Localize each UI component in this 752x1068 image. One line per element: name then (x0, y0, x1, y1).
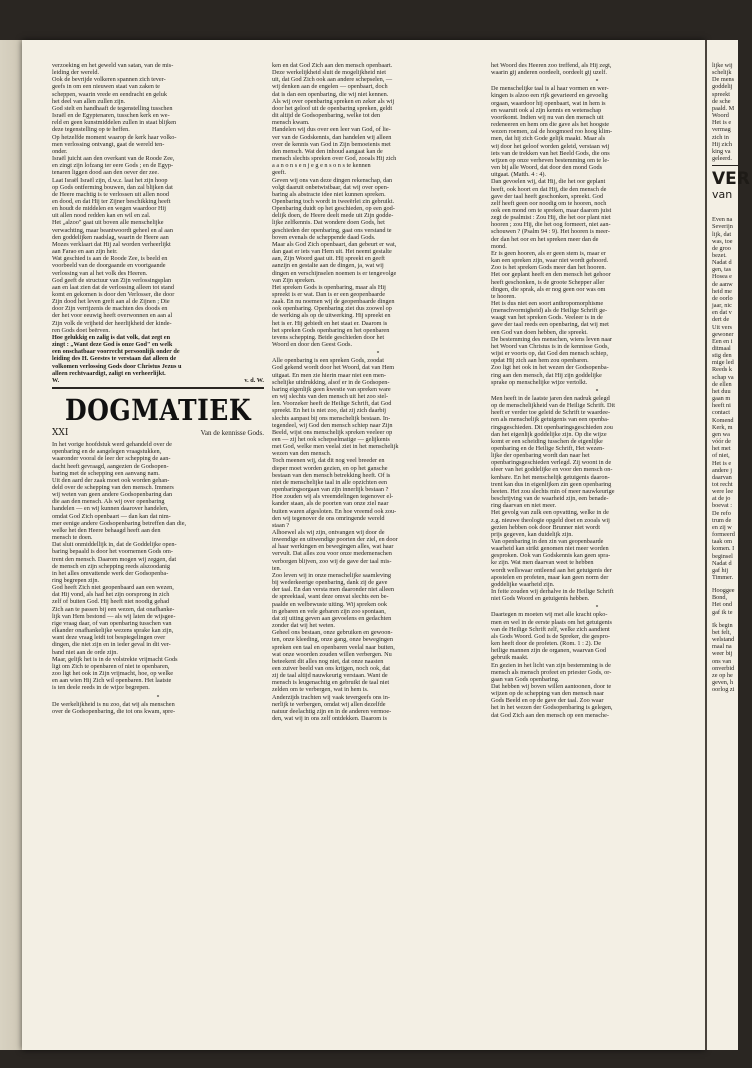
paragraph-block: Alle openbaring is een spreken Gods, zoodat God gekend wordt door het Woord, dat van Hem uitgaat. En men zie hierin maar niet een men- schelijke uitdrukking, alsof er in de Godsopen- baring eigenlijk geen kwestie van spreken ware en wij slechts van den mensch uit het zoo stel- len. Voorzeker heeft de Heilige Schrift, dat God spreekt. En het is niet zoo, dat zij zich daarbij slechts aanpast bij ons menschelijk bestaan. In- tegendeel, wij God den mensch schiep naar Zijn Beeld, wijst ons menschelijk spreken veeleer op een — zij het ook schepselmatige — gelijkenis met God, welke men veelal ziet in het menschelijk wezen van den mensch. Toch meenen wij, dat dit nog veel breeder en dieper moet worden gezien, en op het gansche bestaan van den mensch betrekking heeft. Of is niet de menschelijke taal in alle opzichten een openbaringsorgaan van zijn innerlijk bestaan ? Hoe zouden wij als vreemdelingen tegenover el- kander staan, als de poorten van onze ziel naar buiten waren afgesloten. En hoe vreemd ook zou- den wij tegenover de ons omringende wereld staan ? Alhoewel als wij zijn, ontvangen wij door de inwendige en uitwendige poorten der ziel, en door al haar werkingen en bewegingen alles, wat haar vervult. Dat alles zou voor onze medemenschen verborgen blijven, zoo wij de gave der taal mis- ten. Zoo leven wij in onze menschelijke saamleving bij wederkeerige openbaring, dank zij de gave der taal. En dan versta men daaronder niet alleen de spreektaal, want deze omvat slechts een be- paalde en welbewuste uiting. Wij spreken ook in gebaren en vele gebaren zijn zoo spontaan, dat zij uiting geven aan gevoelens en gedachten zonder dat wij het weten. Geheel ons bestaan, onze gebruiken en gewoon- ten, onze kleeding, onze gang, onze bewegingen spreken een taal en openbaren veelal naar buiten, wat onze woorden zouden willen verbergen. Nu beteekent dit alles nog niet, dat onze naasten een zuiver beeld van ons krijgen, noch ook, dat zij de taal altijd nauwkeurig verstaan. Want de mensch is leugenachtig en gebruikt de taal niet zelden om te verbergen, wat in hem is. Anderzijds trachten wij vaak tevergeefs ons in- nerlijk te verbergen, omdat wij allen dezelfde natuur deelachtig zijn en in de anderen vermoe- den, wat wij in ons zelf ontdekken. Daarom is (272, 357, 399, 723)
paragraph-separator: ⁎ (376, 350, 380, 356)
page-binding-edge (0, 40, 22, 1050)
paragraph-block: verzoeking en het geweld van satan, van de mis- leiding der wereld. Ook de bevrijde volkeren spannen zich tever- geefs in om een nieuwen staat van zaken te scheppen, waarin vrede en eendracht en geluk het deel van allen zullen zijn. God stelt en handhaaft de tegenstelling tusschen Israël en de Egyptenaren, tusschen kerk en we- reld en geen kunstmiddelen zullen in staat blijken deze tegenstelling op te heffen. Op hetzelfde moment waarop de kerk haar volko- men verlossing ontvangt, gaat de wereld ten- onder. Israël juicht aan den overkant van de Roode Zee, en zingt zijn lofzang ter eere Gods ; en de Egyp- tenaren liggen dood aan den oever der zee. Laat Israël Israël zijn, d.w.z. laat het zijn hoop op Gods ontferming bouwen, dan zal blijken dat de Heere machtig is te verlossen uit allen nood en dood, en dat Hij ter Zijner beschikking heeft en houdt de middelen en wegen waardoor Hij uit allen nood redden kan en wil en zal. Het „alzoo" gaat uit boven alle menschelijke verwachting, maar beantwoordt geheel en al aan den goddelijken raadslag, waarin de Heere aan Mozes verklaart dat Hij zal worden verheerlijkt aan Farao en aan zijn heir. Wat geschied is aan de Roode Zee, is beeld en voorbeeld van de doorgaande en voortgaande verlossing van al het volk des Heeren. God geeft de structuur van Zijn verlossingsplan aan en laat zien dat de verlossing alleen tot stand komt en gekomen is door den Verlosser, die door Zijn dood het leven greft aan al de Zijnen ; Die door Zijn verrijzenis de machten des doods en der het voor eeuwig heeft overwonnen en aan al Zijn volk de vrijheid der heerlijkheid der kinde- ren Gods doet beërven. (52, 62, 177, 334)
column-right (491, 62, 703, 1022)
paragraph-block: het Woord des Heeren zoo treffend, als Hij zegt, waarin gij anderen oordeelt, oordeelt gij uzelf. (491, 62, 612, 77)
paragraph-closing: Hoe gelukkig en zalig is dat volk, dat zegt en zingt : „Want deze God is onze God" en welk een onschatbaar voorrecht persoonlijk onder de leiding des H. Geestes te verstaan dat alleen de volkomen verlossing Gods door Christus Jezus u alleen rechtvaardigt, zaligt en verheerlijkt. (52, 333, 182, 377)
paragraph-separator: ⁎ (595, 604, 599, 610)
column-left (52, 62, 264, 1022)
paragraph-separator: ⁎ (595, 78, 599, 84)
paragraph-block: ken en dat God Zich aan den mensch openbaart. Deze werkelijkheid sluit de mogelijkheid niet uit, dat God Zich ook aan andere schepselen, — wij denken aan de engelen — openbaart, doch dat is dan een openbaring, die wij niet kennen. Als wij over openbaring spreken en zeker als wij door het geloof uit de openbaring spreken, geldt dit altijd de Godsopenbaring, welke tot den mensch kwam. Handelen wij dus over een leer van God, of lie- ver van de Godskennis, dan handelen wij alleen over de kennis van God in Zijn bemoeienis met den mensch. Wat den inhoud aangaat kan de mensch slechts spreken over God, zooals Hij zich a a n o n s e n j e g e n s o n s te kennen geeft. Geven wij ons van deze dingen rekenschap, dan volgt daaruit onbetwistbaar, dat wij over open- baring als abstracte idee niet kunnen spreken. Openbaring toch wordt in tweeërlei zin gebruikt. Openbaring duidt op het geschieden, op een god- delijk doen, de Heere deelt mede uit Zijn godde- lijke zelfkennis. Dat wondere doen Gods, het geschieden der openbaring, gaat ons verstand te boven evenals de scheppende daad Gods. Maar als God Zich openbaart, dan gebeurt er wat, dan gaat er iets van Hem uit. Het neemt gestalte aan, Zijn Woord gaat uit. Hij spreekt en geeft aanzijn en gestalte aan de dingen, ja, wat wij dingen en verschijnselen noemen is er tengevolge van Zijn spreken. Het spreken Gods is openbaring, maar als Hij spreekt is er wat. Dan is er een geopenbaarde zaak. En nu noemen wij de geopenbaarde dingen ook openbaring. Openbaring ziet dus zoowel op de werking als op de uitwerking. Hij spreekt en het is er. Hij gebiedt en het staat er. Daarom is het spreken Gods openbaring en het openbaren tevens schepping. Beide geschieden door het Woord en door den Geest Gods. (272, 62, 397, 349)
signature-left: W. (52, 376, 60, 384)
section-divider (712, 165, 752, 166)
section-title: DOGMATIEK (64, 393, 252, 428)
paragraph-block: Men heeft in de laatste jaren den nadruk gelegd op de menschelijkheid van de Heilige Schrift. Dit heeft er verder toe geleid de Schrift te waardee- ren als menschelijk getuigenis van een openba- ringsgeschieden. Dit openbaringsgeschieden zou dan het eigenlijk goddelijke zijn. Op die wijze komt er een scheiding tusschen de eigenlijke openbaring en de Heilige Schrift, Het wezen- lijke der openbaring wordt dan naar het openbaringsgeschieden verlegd. Zij woont in de sfeer van het goddelijke en voor den mensch on- kenbare. En het menschelijk getuigenis daaron- trent kan dus in eigenlijken zin geen openbaring heeten. Het zou slechts min of meer nauwkeurige beschrijving van de waarheid zijn, een benade- ring daarvan en niet meer. Het gevolg van zulk een opvatting, welke in de z.g. nieuwe theologie opgeld doet en zooals wij gezien hebben ook door Brunner niet wordt prijs gegeven, kan duidelijk zijn. Van openbaring in den zin van geopenbaarde waarheid kan strikt genomen niet meer worden gesproken. Ook van Godskennis kan geen spra- ke zijn. Wat men daarvan weet te hebben wordt wellswaar ontleend aan het getuigenis der apostelen en profeten, maar kan geen norm der goddelijke waarheid zijn. In feite zouden wij derhalve in de Heilige Schrift niet Gods Woord en getuigenis hebben. (491, 394, 615, 603)
paragraph-separator: ⁎ (156, 693, 160, 699)
paragraph-block: Daartegen m moeten wij met alle kracht opko- men en wel in de eerste plaats om het getuigenis van de Heilige Schrift zelf, welke zich aandient als Gods Woord. God is de Spreker, die gespro- ken heeft door de profeten. (Rom. 1 : 2). De heilige mannen zijn de organen, waarvan God gebruik maakt. En gezien in het licht van zijn bestemming is de mensch als mensch profeet en priester Gods, or- gaan van Gods openbaring. Dat hebben wij boven willen aantoonen, door te wijzen op de schepping van den mensch naar Gods Beeld en op de gave der taal. Zoo waar het in het wezen der Godsopenbaring is gelegen, dat God Zich aan den mensch op een mensche- (491, 611, 613, 719)
paragraph-block: In het vorige hoofdstuk werd gehandeld over de openbaring en de aangelegen vraagstukken, waaronder vooral de leer der schepping de aan- dacht heeft gevraagd, aangezien de Godsopen- baring met de schepping een aanvang nam. Uit den aard der zaak moet ook worden gehan- deld over de schepping van den mensch. Immers wij weten van geen andere Godsopenbaring dan die aan den mensch. Als wij over openbaring handelen — en wij kunnen daarover handelen, omdat God Zich openbaart — dan kan dat nim- mer eenige andere Godsopenbaring betreffen dan die, welke het den Heere behaagd heeft aan den mensch te doen. Dat sluit onmiddellijk in, dat de Goddelijke open- baring bepaald is door het voornemen Gods om- trent den mensch. Daarom mogen wij zeggen, dat de mensch en zijn schepping reeds alszoodanig in het alles omvattende werk der Godsopenba- ring begrepen zijn. God heeft Zich niet geopenbaard aan een wezen, dat Hij vond, als had het zijn oorsprong in zich zelf of buiten God. Hij heeft niet noodig gehad Zich aan te passen bij een wezen, dat onafhanke- lijk van Hem bestond — als wij laten de wijsgee- rige vraag daar, of van openbaring tusschen van elkander onafhankelijke wezens sprake kan zijn, want deze vraag leidt tot bespiegelingen over dingen, die niet zijn en in ieder geval in dit ver- band niet aan de orde zijn. Maar, gelijk het is in de volstrekte vrijmacht Gods ligt om Zich te openbaren of niet te openbaren, zoo ligt het ook in Zijn vrijmacht, hoe, op welke en aan wien Hij Zich wil openbaren. Het laatste is ten deele reeds in de wijze begrepen. (52, 441, 187, 692)
section-divider (52, 387, 264, 389)
paragraph-block: Even na Severijn lijk, dat was, toe de groo bezet. Nadat d gen, tas Hosea e de aanw heid me de oorlo jaar, nic en dat v dert de Uit vers gewoner Een en i ditmaal stig den mige led Reeds k schap va de ellen het duu gaan m heeft ni contact Komend Kerk, m gen wa vóór de het met of niet, Het is e andere j daarvan tot recht were lee at de jo boevat : De refo trum de en zij w formeerd taak om komen. I beginsel Nadat d gaf hij Timmer. (712, 216, 735, 581)
signature-right: v. d. W. (244, 376, 264, 384)
section-number: XXI (52, 428, 69, 439)
column-middle (272, 62, 484, 1022)
next-section-title: VER (712, 169, 750, 190)
next-section-subtitle: van (712, 188, 733, 202)
paragraph-separator: ⁎ (595, 387, 599, 393)
paragraph-block: De menschelijke taal is al haar vormen en wer- kingen is alzoo een rijk gevarieerd en gevoelig orgaan, waardoor hij openbaart, wat in hem is en waaruit ook al zijn kennis en wetenschap voortkomt. Indien wij nu van den mensch uit redeneeren en hem om die gave als het hoogste wezen roemen, zal de hoogmoed roo hoog klim- men, dat hij zich Gode gelijk maakt. Maar als wij door het geloof worden geleid, verstaan wij iets van de trekken van het Beeld Gods, die ons wijzen op onze verheven bestemming om te le- ven bij alle Woord, dat door den mond Gods uitgaat. (Matth. 4 : 4). Dan gevoelen wij, dat Hij, die het oor geplant heeft, ook hoort en dat Hij, die den mensch de gave der taal heeft geschonken, spreekt. God zelf heeft geen oor noodig om te hooren, noch ook een mond om te spreken, maar daarom juist zegt de psalmist : Zou Hij, die het oor plant niet hooren ; zou Hij, die het oog formeert, niet aan- schouwen ? (Psalm 94 : 9). Het hooren is meer- der dan het oor en het spreken meer dan de mond. Er is geen hooren, als er geen stem is, maar er kan een spreken zijn, waar niet wordt gehoord. Zoo is het spreken Gods meer dan het hooren. Het oor geplant heeft en den mensch het gehoor heeft geschonken, is de groote Schepper aller dingen, die sprak, als er nog geen oor was om te hooren. Het is dus niet een soort anthropomorphisme (menschvormigheid) als de Heilige Schrift ge- waagt van het spreken Gods. Veeleer is in de gave der taal reeds een openbaring, dat wij met een God van doen hebben, die spreekt. De bestemming des menschen, wiens leven naar het Woord van Christus is in de kennisse Gods, wijst er voorts op, dat God den mensch schiep, opdat Hij zich aan hem zou openbaren. Zoo ligt het ook in het wezen der Godsopenba- ring aan den mensch, dat Hij zijn goddelijke sprake op menschelijke wijze vertolkt. (491, 85, 613, 386)
paragraph-block: Hooggee Bond, Het ond gaf ik te (712, 587, 735, 616)
section-subtitle: Van de kennisse Gods. (200, 429, 264, 438)
paragraph-block: Ik begin bet felt, welstand maal na weer bij ons van onverbid ze op he geven, h oorlog zi (712, 621, 735, 694)
signature-line (52, 377, 264, 384)
paragraph-block: lijke wij schelijk De mens goddelij spreekt de sche paald. M Woord Het is e vermag zich in Hij zich king va geleerd. (712, 62, 735, 163)
column-next-page (712, 62, 752, 1022)
paragraph-block: De werkelijkheid is nu zoo, dat wij als menschen over de Godsopenbaring, die tot ons kwam, spre- (52, 700, 176, 715)
